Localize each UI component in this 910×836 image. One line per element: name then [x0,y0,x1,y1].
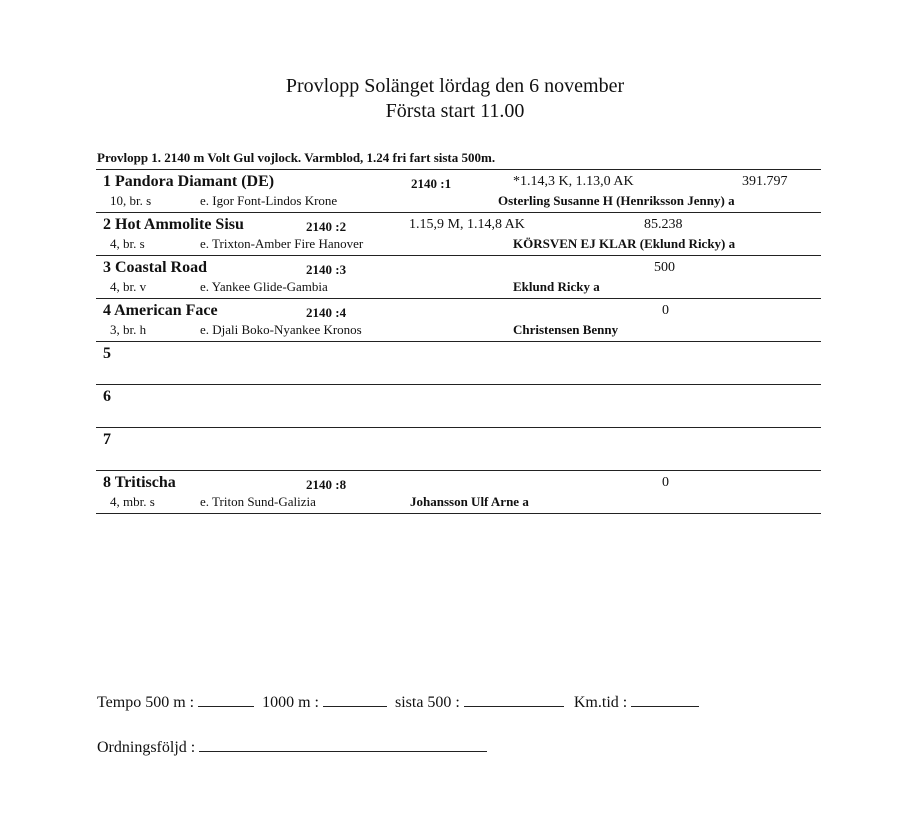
start-distance: 2140 :8 [306,477,347,492]
horse-info: 4, br. v [110,279,147,294]
earnings: 0 [662,475,669,490]
earnings: 85.238 [644,217,683,232]
divider [96,212,821,213]
list-item [96,257,821,300]
sista-500-label: sista 500 : [394,694,460,711]
order-field[interactable] [199,737,487,752]
pedigree: e. Djali Boko-Nyankee Kronos [200,322,362,337]
horse-name: 7 [103,431,111,448]
driver: Eklund Ricky a [513,279,600,294]
horse-name: 3 Coastal Road [103,259,208,276]
start-distance: 2140 :2 [306,219,347,234]
divider [96,513,821,514]
driver: Johansson Ulf Arne a [410,494,529,509]
list-item [96,300,821,343]
start-distance: 2140 :3 [306,262,347,277]
driver: Christensen Benny [513,322,619,337]
divider [96,384,821,385]
driver: KÖRSVEN EJ KLAR (Eklund Ricky) a [513,236,736,251]
pedigree: e. Igor Font-Lindos Krone [200,193,338,208]
horse-name: 6 [103,388,111,405]
page-subtitle: Första start 11.00 [385,100,525,122]
best-times: *1.14,3 K, 1.13,0 AK [513,174,634,189]
horse-name: 8 Tritischa [103,474,176,491]
list-item [96,343,821,386]
horse-name: 4 American Face [103,302,218,319]
divider [96,341,821,342]
tempo-500-label: Tempo 500 m : [97,694,195,711]
divider [96,255,821,256]
tempo-1000-field[interactable] [323,692,387,707]
tempo-500-field[interactable] [198,692,254,707]
sista-500-field[interactable] [464,692,564,707]
earnings: 0 [662,303,669,318]
pedigree: e. Yankee Glide-Gambia [200,279,328,294]
horse-name: 5 [103,345,111,362]
pedigree: e. Trixton-Amber Fire Hanover [200,236,364,251]
tempo-row [97,692,699,712]
earnings: 391.797 [742,174,788,189]
best-times: 1.15,9 M, 1.14,8 AK [409,217,525,232]
divider [96,298,821,299]
horse-info: 3, br. h [110,322,147,337]
race-header: Provlopp 1. 2140 m Volt Gul vojlock. Varmblod, 1.24 fri fart sista 500m. [97,150,496,165]
divider [96,169,821,170]
tempo-1000-label: 1000 m : [262,694,319,711]
order-row [97,737,487,757]
divider [96,470,821,471]
start-distance: 2140 :4 [306,305,347,320]
horse-name: 2 Hot Ammolite Sisu [103,216,244,233]
list-item [96,214,821,257]
page-title: Provlopp Solänget lördag den 6 november [285,75,625,97]
horse-info: 4, mbr. s [110,494,155,509]
earnings: 500 [654,260,675,275]
driver: Osterling Susanne H (Henriksson Jenny) a [498,193,735,208]
start-distance: 2140 :1 [411,176,452,191]
divider [96,427,821,428]
horse-info: 10, br. s [110,193,152,208]
list-item [96,472,821,515]
order-label: Ordningsföljd : [97,739,196,756]
km-tid-label: Km.tid : [573,694,628,711]
km-tid-field[interactable] [631,692,699,707]
horse-name: 1 Pandora Diamant (DE) [103,173,275,190]
list-item [96,171,821,214]
horse-info: 4, br. s [110,236,145,251]
pedigree: e. Triton Sund-Galizia [200,494,316,509]
list-item [96,386,821,429]
list-item [96,429,821,472]
